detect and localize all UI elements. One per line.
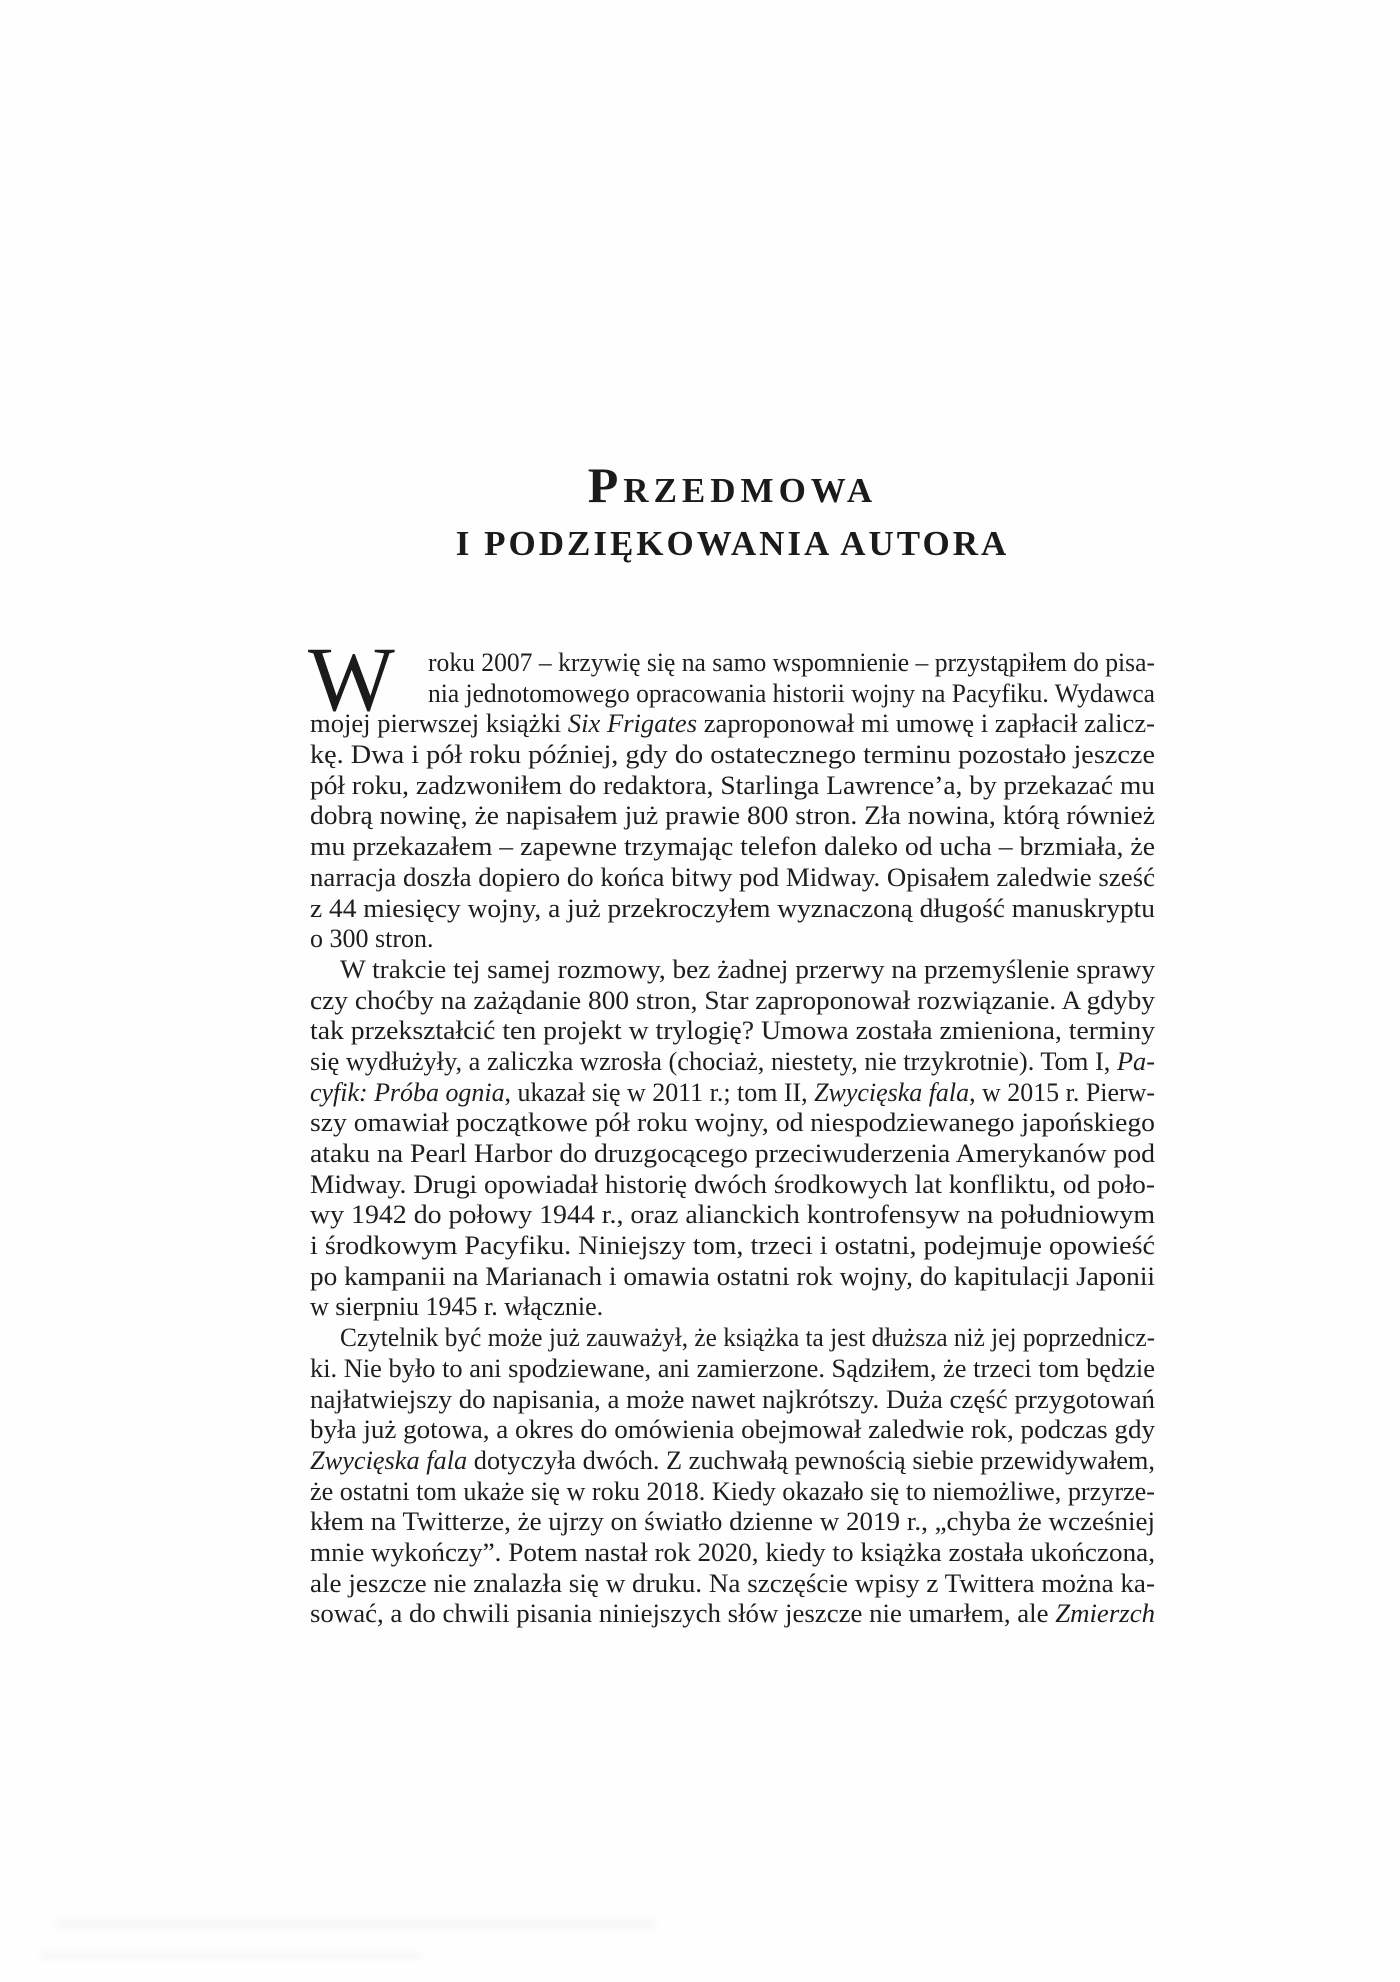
body-line-text <box>310 1446 1155 1477</box>
body-line <box>310 1569 1155 1600</box>
body-line-text <box>310 1262 1155 1293</box>
body-line-text <box>340 1323 1155 1354</box>
text-segment: dobrą nowinę, że napisałem już prawie 800 stron. Zła nowina, którą również <box>310 801 1155 831</box>
paragraph <box>310 955 1155 1323</box>
text-segment: tak przekształcić ten projekt w trylogię? Umowa została zmieniona, terminy <box>310 1016 1155 1046</box>
text-segment: pół roku, zadzwoniłem do redaktora, Starlinga Lawrence’a, by przekazać mu <box>310 770 1155 800</box>
body-line <box>310 1200 1155 1231</box>
text-segment: szy omawiał początkowe pół roku wojny, od niespodziewanego japońskiego <box>310 1108 1155 1138</box>
body-line <box>310 1078 1155 1109</box>
body-line-text <box>310 1108 1155 1139</box>
text-segment: nia jednotomowego opracowania historii wojny na Pacyfiku. Wydawca <box>428 678 1155 708</box>
body-line <box>310 1231 1155 1262</box>
body-line <box>310 1170 1155 1201</box>
body-line <box>310 986 1155 1017</box>
body-line-text <box>310 1599 1155 1630</box>
body-line-text <box>310 986 1155 1017</box>
body-line-text <box>310 832 1155 863</box>
body-line <box>310 1446 1155 1477</box>
text-segment: w sierpniu 1945 r. włącznie. <box>310 1292 604 1322</box>
text-segment: o 300 stron. <box>310 924 434 954</box>
body-line-text <box>310 1170 1155 1201</box>
text-segment: , w 2015 r. Pierw- <box>969 1077 1155 1107</box>
body-line-text <box>310 1477 1155 1508</box>
body-line-text <box>428 679 1155 710</box>
body-line <box>310 832 1155 863</box>
text-segment: W trakcie tej samej rozmowy, bez żadnej przerwy na przemyślenie sprawy <box>340 954 1155 984</box>
text-segment: Czytelnik być może już zauważył, że książka ta jest dłuższa niż jej poprzednicz- <box>340 1323 1155 1353</box>
text-segment: mu przekazałem – zapewne trzymając telefon daleko od ucha – brzmiała, że <box>310 832 1155 862</box>
text-segment: się wydłużyły, a zaliczka wzrosła (chociaż, niestety, nie trzykrotnie). Tom I, <box>310 1046 1117 1076</box>
body-line <box>310 771 1155 802</box>
body-line-text <box>310 709 1155 740</box>
body-line-text <box>310 1569 1155 1600</box>
body-line <box>310 1354 1155 1385</box>
body-line <box>310 1139 1155 1170</box>
body-line-text <box>310 863 1155 894</box>
paragraph <box>310 1323 1155 1630</box>
body-line-text <box>310 1538 1155 1569</box>
text-segment: po kampanii na Marianach i omawia ostatni rok wojny, do kapitulacji Japonii <box>310 1261 1155 1291</box>
body-line <box>310 648 1155 679</box>
body-line <box>310 1016 1155 1047</box>
body-line-text <box>310 801 1155 832</box>
body-line-text <box>310 1292 603 1323</box>
text-segment: czy choćby na zażądanie 800 stron, Star zaproponował rozwiązanie. A gdyby <box>310 985 1155 1015</box>
body-line <box>310 1262 1155 1293</box>
text-segment: była już gotowa, a okres do omówienia obejmował zaledwie rok, podczas gdy <box>310 1415 1155 1445</box>
body-line-text <box>310 1415 1155 1446</box>
text-segment: z 44 miesięcy wojny, a już przekroczyłem wyznaczoną długość manuskryptu <box>310 893 1155 923</box>
body-line <box>310 1477 1155 1508</box>
text-segment: zaproponował mi umowę i zapłacił zalicz- <box>697 709 1155 739</box>
body-line <box>310 1385 1155 1416</box>
body-line <box>310 1507 1155 1538</box>
text-segment: dotyczyła dwóch. Z zuchwałą pewnością siebie przewidywałem, <box>467 1445 1155 1475</box>
body-line-text <box>310 740 1155 771</box>
italic-text: Zmierzch <box>1055 1599 1155 1629</box>
body-line <box>310 1538 1155 1569</box>
italic-text: cyfik: Próba ognia <box>310 1077 505 1107</box>
italic-text: Zwycięska fala <box>310 1445 468 1475</box>
text-segment: i środkowym Pacyfiku. Niniejszy tom, trzeci i ostatni, podejmuje opowieść <box>310 1231 1155 1261</box>
text-segment: roku 2007 – krzywię się na samo wspomnienie – przystąpiłem do pisa- <box>428 648 1155 677</box>
body-line-text <box>310 771 1155 802</box>
body-line-text <box>310 894 1155 925</box>
body-line-text <box>310 1231 1155 1262</box>
text-column <box>310 0 1155 1982</box>
body-line <box>310 1108 1155 1139</box>
body-line <box>310 801 1155 832</box>
body-line-text <box>310 1016 1155 1047</box>
body-line <box>310 709 1155 740</box>
text-segment: ataku na Pearl Harbor do druzgocącego przeciwuderzenia Amerykanów pod <box>310 1139 1155 1168</box>
body-line <box>310 1415 1155 1446</box>
body-line <box>310 740 1155 771</box>
body-line <box>310 1599 1155 1630</box>
text-segment: narracja doszła dopiero do końca bitwy pod Midway. Opisałem zaledwie sześć <box>310 862 1155 892</box>
body-line-text <box>310 1385 1155 1416</box>
text-segment: mnie wykończy”. Potem nastał rok 2020, kiedy to książka została ukończona, <box>310 1537 1155 1567</box>
text-segment: Midway. Drugi opowiadał historię dwóch środkowych lat konfliktu, od poło- <box>310 1169 1155 1199</box>
italic-text: Zwycięska fala <box>814 1077 970 1107</box>
body-line-text <box>310 1507 1155 1538</box>
text-segment: kłem na Twitterze, że ujrzy on światło dzienne w 2019 r., „chyba że wcześniej <box>310 1507 1155 1537</box>
body-line-text <box>340 955 1155 986</box>
drop-cap: W <box>308 628 395 730</box>
body-line-text <box>310 1200 1155 1231</box>
text-segment: sować, a do chwili pisania niniejszych słów jeszcze nie umarłem, ale <box>310 1599 1056 1629</box>
body-text <box>308 628 1155 1630</box>
body-line-text <box>310 1139 1155 1170</box>
text-segment: , ukazał się w 2011 r.; tom II, <box>504 1077 815 1107</box>
body-line <box>310 1292 1155 1323</box>
chapter-title: Przedmowa <box>587 457 878 513</box>
body-line <box>310 1323 1155 1354</box>
text-segment: ale jeszcze nie znalazła się w druku. Na szczęście wpisy z Twittera można ka- <box>310 1568 1155 1598</box>
body-line-text <box>428 648 1155 679</box>
text-segment: wy 1942 do połowy 1944 r., oraz alianckich kontrofensyw na południowym <box>310 1200 1155 1230</box>
body-line <box>310 679 1155 710</box>
text-segment: najłatwiejszy do napisania, a może nawet najkrótszy. Duża część przygotowań <box>310 1384 1155 1414</box>
body-line-text <box>310 1354 1155 1385</box>
body-line-text <box>310 924 434 955</box>
body-line <box>310 1047 1155 1078</box>
paragraph <box>310 648 1155 955</box>
body-line-text <box>310 1047 1155 1078</box>
body-line-text <box>310 1078 1155 1109</box>
text-segment: że ostatni tom ukaże się w roku 2018. Kiedy okazało się to niemożliwe, przyrze- <box>310 1476 1155 1506</box>
body-line <box>310 955 1155 986</box>
chapter-subtitle: I PODZIĘKOWANIA AUTORA <box>455 524 1010 563</box>
body-line <box>310 863 1155 894</box>
body-line <box>310 894 1155 925</box>
italic-text: Pa- <box>1116 1046 1155 1076</box>
italic-text: Six Frigates <box>567 709 698 739</box>
text-segment: mojej pierwszej książki <box>310 709 568 739</box>
text-segment: kę. Dwa i pół roku później, gdy do ostatecznego terminu pozostało jeszcze <box>310 740 1155 770</box>
text-segment: ki. Nie było to ani spodziewane, ani zamierzone. Sądziłem, że trzeci tom będzie <box>310 1353 1155 1383</box>
body-line <box>310 924 1155 955</box>
